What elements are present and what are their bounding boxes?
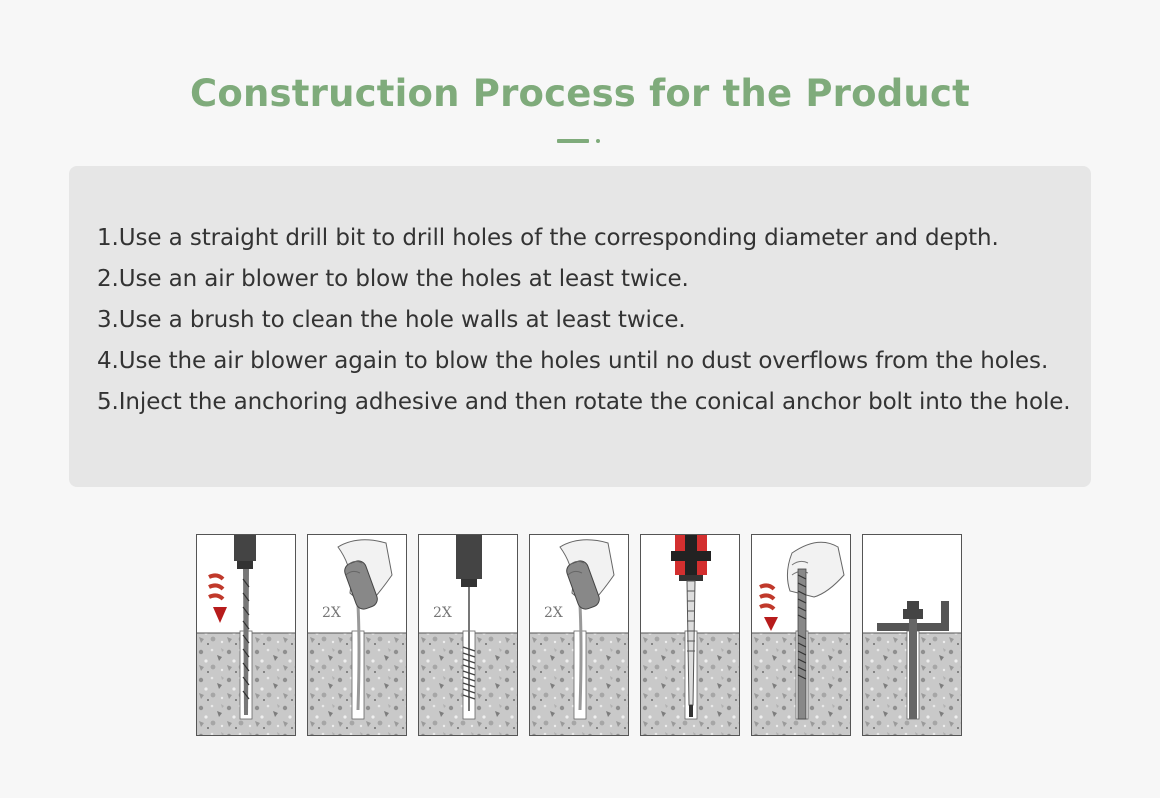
step-item: 4.Use the air blower again to blow the holes until no dust overflows from the holes. [97, 348, 1049, 374]
brush-icon [419, 535, 518, 736]
panel-fix-plate [862, 534, 962, 736]
page-title: Construction Process for the Product [190, 72, 970, 115]
repeat-count-label: 2X [322, 605, 341, 621]
panel-blow-hole-again [529, 534, 629, 736]
panel-blow-hole [307, 534, 407, 736]
steps-panel [69, 166, 1091, 487]
repeat-count-label: 2X [544, 605, 563, 621]
repeat-count-label: 2X [433, 605, 452, 621]
step-item: 2.Use an air blower to blow the holes at least twice. [97, 266, 689, 292]
step-item: 1.Use a straight drill bit to drill holes of the corresponding diameter and depth. [97, 225, 999, 251]
step-item: 5.Inject the anchoring adhesive and then rotate the conical anchor bolt into the hole. [97, 389, 1071, 415]
fixed-plate-icon [863, 535, 962, 736]
panel-insert-bolt [751, 534, 851, 736]
steps-list [97, 218, 1087, 423]
drill-icon [197, 535, 296, 736]
panel-brush-hole [418, 534, 518, 736]
process-illustrations [196, 534, 966, 738]
adhesive-cartridge-icon [641, 535, 740, 736]
step-item: 3.Use a brush to clean the hole walls at least twice. [97, 307, 686, 333]
anchor-bolt-icon [752, 535, 851, 736]
panel-drill-hole [196, 534, 296, 736]
panel-inject-adhesive [640, 534, 740, 736]
title-underline [557, 139, 601, 143]
air-blower-icon [308, 535, 407, 736]
air-blower-icon [530, 535, 629, 736]
